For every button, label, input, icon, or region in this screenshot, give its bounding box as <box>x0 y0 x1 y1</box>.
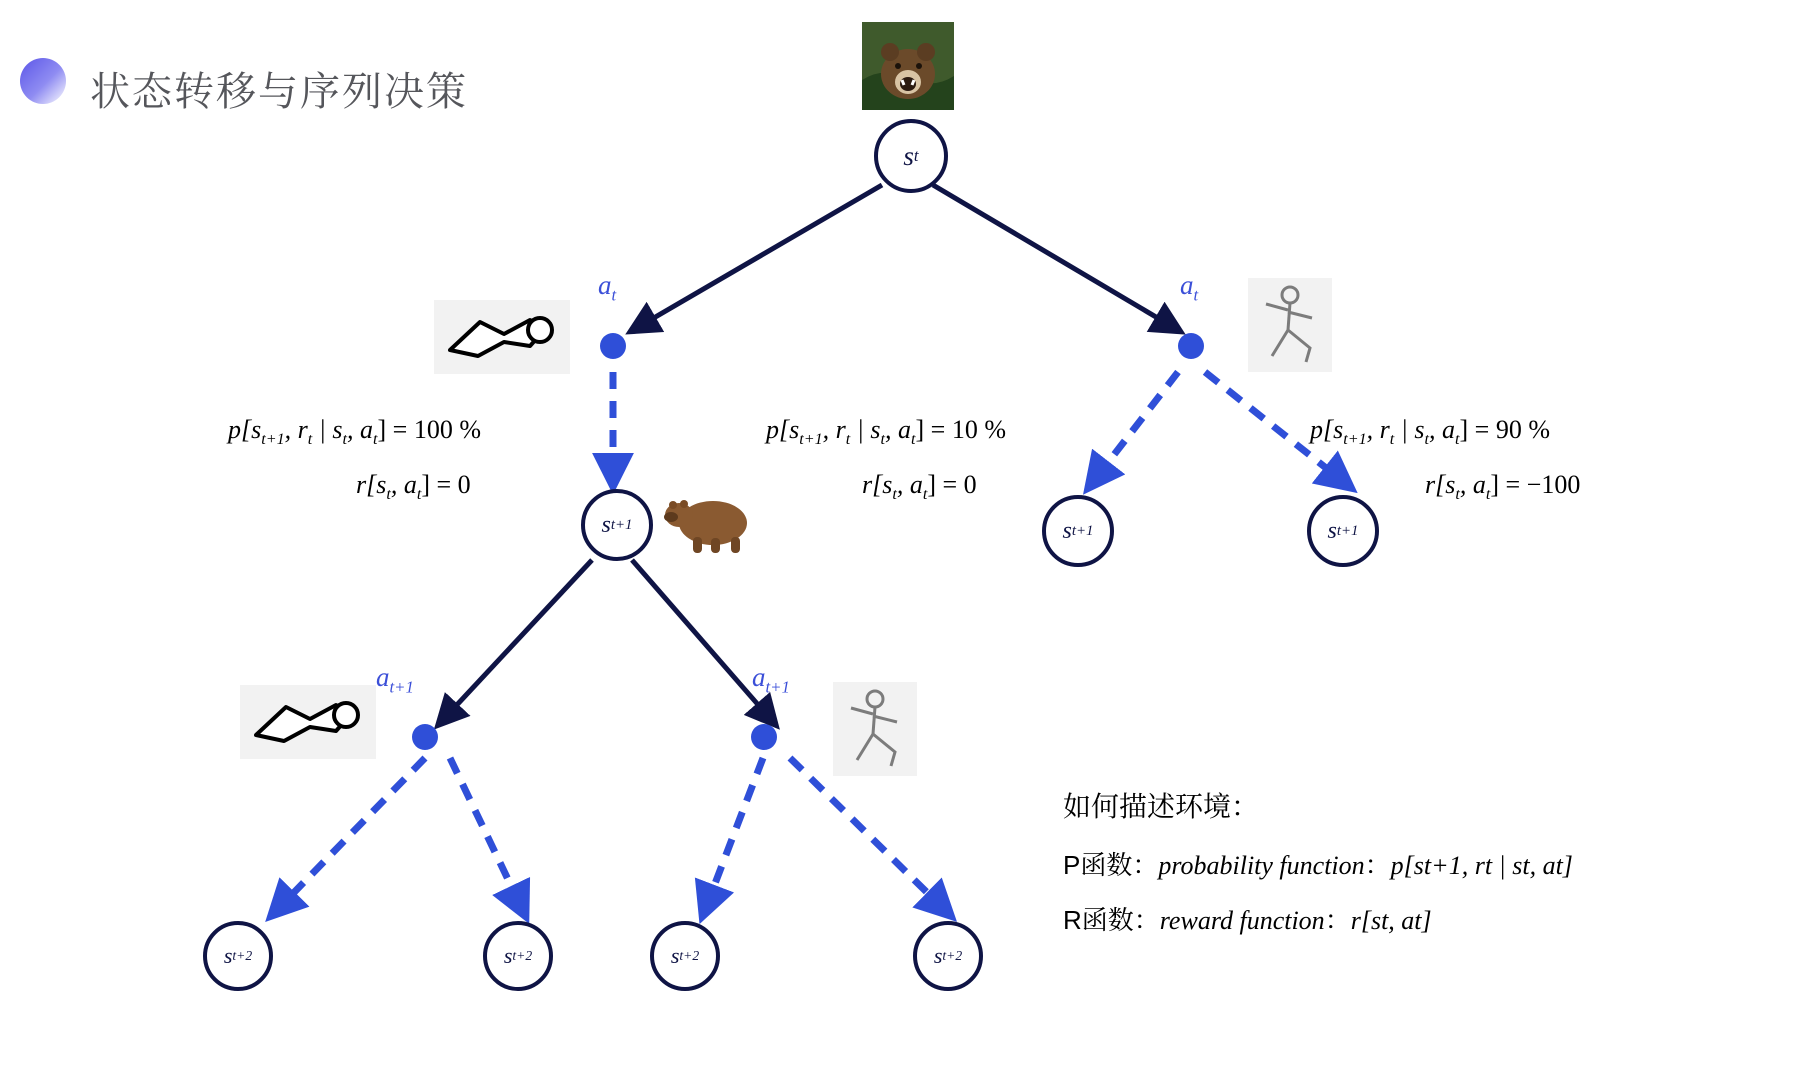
annotation-mid-probability-mid2: | s <box>850 415 881 444</box>
legend-row-p-formula-sub3: t <box>1522 851 1530 880</box>
running-stick-figure-icon <box>1248 278 1332 372</box>
annotation-left-probability-sub1: t+1 <box>261 431 285 449</box>
state-node-t1-right-subscript: t+1 <box>1336 522 1359 539</box>
annotation-left-probability-value: ] = 100 % <box>377 415 481 444</box>
page-title: 状态转移与序列决策 <box>90 70 468 114</box>
state-node-t2-a[interactable] <box>203 921 273 991</box>
annotation-mid-probability-sub2: t <box>845 431 851 449</box>
action-label-t1-left-text: a <box>376 662 390 692</box>
state-node-t1-left-label: s <box>601 511 611 538</box>
action-label-t-right-sub: t <box>1193 285 1199 305</box>
annotation-mid-probability-sub3: t <box>880 431 886 449</box>
annotation-mid-probability-mid1: , r <box>822 415 846 444</box>
state-node-t1-right[interactable] <box>1307 495 1379 567</box>
annotation-left-reward-value: ] = 0 <box>421 470 471 499</box>
legend-row-p-formula-sub4: t <box>1555 851 1563 880</box>
action-node-t1-right[interactable] <box>751 724 777 750</box>
annotation-left-reward-head: r[s <box>356 470 387 499</box>
annotation-mid-reward-head: r[s <box>862 470 893 499</box>
state-node-t2-b-subscript: t+2 <box>512 948 533 963</box>
annotation-mid-reward-value: ] = 0 <box>927 470 977 499</box>
legend-row-r-colon: ： <box>1324 905 1351 935</box>
legend-row-p-formula-sub1: t+1 <box>1423 851 1462 880</box>
annotation-right-probability-sub2: t <box>1389 431 1395 449</box>
legend-row-p-formula-mid2: | s <box>1492 851 1523 880</box>
annotation-mid-probability-head: p[s <box>766 415 800 444</box>
annotation-right-reward-head: r[s <box>1425 470 1456 499</box>
annotation-right-probability <box>1310 415 1550 449</box>
bear-standing-photo <box>651 475 769 561</box>
annotation-left-reward-mid: , a <box>390 470 417 499</box>
state-node-t1-mid[interactable] <box>1042 495 1114 567</box>
annotation-right-reward-value: ] = −100 <box>1490 470 1581 499</box>
annotation-right-probability-sub3: t <box>1424 431 1430 449</box>
state-node-t1-left-subscript: t+1 <box>610 516 633 533</box>
annotation-left-probability <box>228 415 481 449</box>
legend-row-p-formula-mid3: , a <box>1529 851 1556 880</box>
annotation-right-probability-sub1: t+1 <box>1343 431 1367 449</box>
action-label-t1-left <box>376 662 414 697</box>
legend-row-p-formula-tail: ] <box>1562 851 1573 880</box>
edge-action-right-to-state-a <box>1089 372 1178 487</box>
legend-row-r-name: reward function <box>1159 906 1325 935</box>
action-label-t1-right-text: a <box>752 662 766 692</box>
annotation-left-probability-mid2: | s <box>312 415 343 444</box>
state-node-t2-c-label: s <box>670 943 680 968</box>
action-node-t1-left[interactable] <box>412 724 438 750</box>
annotation-right-probability-value: ] = 90 % <box>1459 415 1550 444</box>
annotation-right-reward-mid: , a <box>1459 470 1486 499</box>
bear-roaring-photo <box>862 22 954 110</box>
edge-action-t1-left-to-state-a <box>272 758 425 915</box>
state-node-t2-c-subscript: t+2 <box>679 948 700 963</box>
running-stick-figure-icon-2 <box>833 682 917 776</box>
action-node-t-left[interactable] <box>600 333 626 359</box>
legend-row-p-colon: ： <box>1364 850 1391 880</box>
legend-row-p-function <box>1063 845 1783 882</box>
state-node-t2-c[interactable] <box>650 921 720 991</box>
action-label-t-right <box>1180 270 1198 305</box>
action-label-t-left-text: a <box>598 270 612 300</box>
state-node-root[interactable] <box>874 119 948 193</box>
edge-action-t1-right-to-state-a <box>703 758 763 915</box>
annotation-right-probability-mid2: | s <box>1394 415 1425 444</box>
annotation-right-probability-head: p[s <box>1310 415 1344 444</box>
annotation-left-probability-sub4: t <box>373 431 378 449</box>
action-label-t1-right <box>752 662 790 697</box>
annotation-left-reward-sub2: t <box>416 486 422 504</box>
edge-state-to-action-t1-left <box>440 560 592 723</box>
edge-root-to-action-right <box>933 185 1178 330</box>
state-node-t2-a-subscript: t+2 <box>232 948 253 963</box>
action-label-t-left <box>598 270 616 305</box>
annotation-mid-probability-value: ] = 10 % <box>915 415 1006 444</box>
action-label-t1-right-sub: t+1 <box>765 677 790 697</box>
edge-action-t1-left-to-state-b <box>450 758 525 915</box>
state-node-t2-d-label: s <box>933 943 943 968</box>
annotation-left-probability-mid3: , a <box>347 415 374 444</box>
legend-row-p-formula-head: p[s <box>1390 851 1424 880</box>
annotation-right-probability-sub4: t <box>1455 431 1460 449</box>
annotation-mid-reward-sub2: t <box>922 486 928 504</box>
annotation-right-probability-mid1: , r <box>1366 415 1390 444</box>
legend-row-r-formula-head: r[s <box>1350 906 1382 935</box>
annotation-left-reward-sub1: t <box>386 486 391 504</box>
annotation-mid-reward-sub1: t <box>892 486 897 504</box>
state-node-t1-left[interactable] <box>581 489 653 561</box>
legend-row-p-name: probability function <box>1158 851 1365 880</box>
state-node-t1-mid-subscript: t+1 <box>1071 522 1094 539</box>
legend-row-r-formula-mid1: , a <box>1388 906 1415 935</box>
annotation-mid-reward-mid: , a <box>896 470 923 499</box>
legend-row-r-label: R函数： <box>1063 905 1160 935</box>
legend-heading: 如何描述环境： <box>1063 791 1260 822</box>
edge-action-t1-right-to-state-b <box>790 758 950 915</box>
annotation-mid-probability-mid3: , a <box>885 415 912 444</box>
state-node-root-label: s <box>903 140 914 171</box>
edge-state-to-action-t1-right <box>632 560 774 723</box>
legend-row-p-label: P函数： <box>1063 850 1159 880</box>
annotation-right-reward-sub2: t <box>1485 486 1491 504</box>
annotation-left-probability-mid1: , r <box>284 415 308 444</box>
annotation-left-probability-sub3: t <box>342 431 348 449</box>
legend-block <box>1063 785 1783 955</box>
state-node-t2-a-label: s <box>223 943 233 968</box>
annotation-mid-probability-sub4: t <box>911 431 916 449</box>
legend-row-r-formula-tail: ] <box>1421 906 1432 935</box>
state-node-root-subscript: t <box>913 146 919 165</box>
legend-row-r-function <box>1063 900 1783 937</box>
annotation-right-probability-mid3: , a <box>1429 415 1456 444</box>
state-node-t1-mid-label: s <box>1062 517 1072 544</box>
legend-row-r-formula-sub1: t <box>1381 906 1389 935</box>
annotation-right-reward <box>1425 470 1580 504</box>
action-label-t1-left-sub: t+1 <box>389 677 414 697</box>
state-node-t2-b-label: s <box>503 943 513 968</box>
annotation-mid-probability <box>766 415 1006 449</box>
annotation-left-probability-sub2: t <box>307 431 313 449</box>
action-node-t-right[interactable] <box>1178 333 1204 359</box>
action-label-t-left-sub: t <box>611 285 617 305</box>
edge-root-to-action-left <box>633 185 882 330</box>
state-node-t2-d-subscript: t+2 <box>942 948 963 963</box>
state-node-t2-d[interactable] <box>913 921 983 991</box>
annotation-right-reward-sub1: t <box>1455 486 1460 504</box>
action-label-t-right-text: a <box>1180 270 1194 300</box>
state-node-t2-b[interactable] <box>483 921 553 991</box>
play-dead-stick-figure-icon-2 <box>240 685 376 759</box>
play-dead-stick-figure-icon <box>434 300 570 374</box>
annotation-mid-probability-sub1: t+1 <box>799 431 823 449</box>
annotation-mid-reward <box>862 470 977 504</box>
annotation-left-reward <box>356 470 471 504</box>
state-node-t1-right-label: s <box>1327 517 1337 544</box>
legend-row-p-formula-mid1: , r <box>1461 851 1485 880</box>
annotation-left-probability-head: p[s <box>228 415 262 444</box>
legend-row-r-formula-sub2: t <box>1414 906 1422 935</box>
legend-row-p-formula-sub2: t <box>1484 851 1493 880</box>
